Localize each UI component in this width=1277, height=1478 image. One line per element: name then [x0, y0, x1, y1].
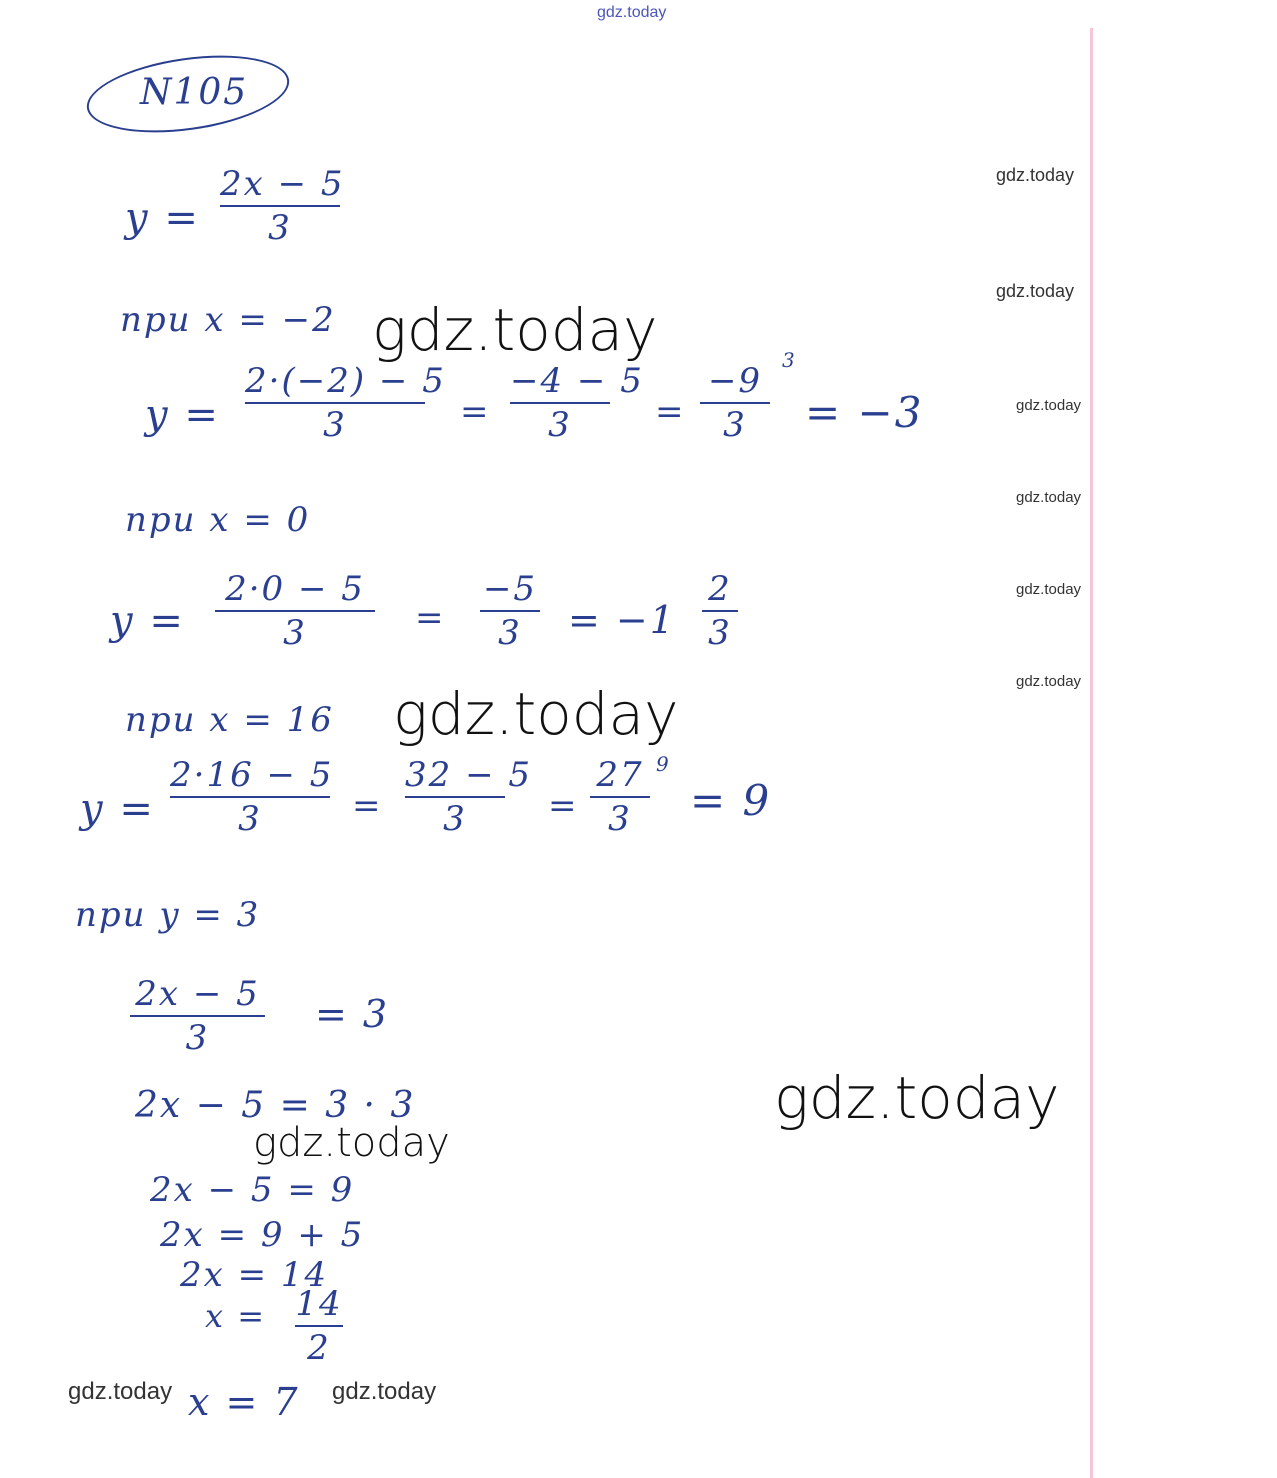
case3-f3-denominator: 3: [608, 799, 632, 839]
case4-eq-denominator: 3: [185, 1018, 210, 1058]
formula-fraction: [220, 164, 345, 248]
fraction-bar: [245, 402, 425, 404]
case4-line5-denominator: 2: [307, 1328, 331, 1368]
case4-line4: 2x = 14: [180, 1255, 329, 1295]
watermark-tiny-4: gdz.today: [1016, 673, 1082, 690]
watermark-big-2: gdz.today: [393, 680, 679, 748]
fraction-bar: [480, 610, 540, 612]
fraction-bar: [700, 402, 770, 404]
case2-f1-denominator: 3: [283, 613, 307, 653]
case2-fraction-2: [480, 570, 540, 652]
problem-number: N105: [140, 72, 249, 113]
case4-eq-rhs: = 3: [315, 992, 390, 1036]
case1-f3-denominator: 3: [723, 405, 747, 445]
formula-numerator: 2x − 5: [220, 164, 345, 204]
case4-eq-numerator: 2x − 5: [135, 974, 260, 1014]
case3-result: = 9: [690, 776, 772, 825]
case1-f1-denominator: 3: [323, 405, 347, 445]
watermark-top: gdz.today: [597, 4, 667, 21]
case3-f1-denominator: 3: [238, 799, 262, 839]
case3-lhs: y =: [80, 786, 155, 832]
case4-line5-numerator: 14: [295, 1284, 343, 1324]
case3-f2-numerator: 32 − 5: [405, 755, 532, 795]
case1-lhs: y =: [145, 392, 220, 438]
case1-f2-denominator: 3: [548, 405, 572, 445]
watermark-small-1: gdz.today: [996, 165, 1075, 185]
case2-lhs: y =: [110, 598, 185, 644]
case1-eq2: =: [655, 392, 686, 432]
case3-fraction-1: [170, 755, 334, 839]
case4-line5-lhs: x =: [205, 1297, 267, 1335]
fraction-bar: [130, 1015, 265, 1017]
case2-fraction-1: [215, 570, 375, 652]
case3-f3-numerator: 27: [596, 755, 644, 795]
watermark-tiny-2: gdz.today: [1016, 489, 1082, 506]
case1-condition: при x = −2: [120, 300, 336, 340]
case4-condition: при y = 3: [75, 895, 261, 935]
case4-line3: 2x = 9 + 5: [160, 1215, 365, 1255]
watermark-big-1: gdz.today: [372, 296, 658, 364]
case4-equation-fraction: [130, 975, 265, 1057]
fraction-bar: [510, 402, 610, 404]
case2-eq1: =: [415, 598, 446, 638]
case4-line5-fraction: [295, 1285, 343, 1367]
watermark-bottom-2: gdz.today: [332, 1378, 437, 1405]
fraction-bar: [405, 796, 505, 798]
case4-line1: 2x − 5 = 3 · 3: [135, 1085, 416, 1126]
case1-eq1: =: [460, 392, 491, 432]
case1-f3-numerator: −9: [707, 361, 763, 401]
watermark-small-2: gdz.today: [996, 281, 1075, 301]
case3-f3-sup: 9: [656, 752, 671, 776]
watermark-tiny-3: gdz.today: [1016, 581, 1082, 598]
fraction-bar: [220, 205, 340, 207]
case1-fraction-3: [700, 362, 770, 444]
fraction-bar: [170, 796, 330, 798]
formula-lhs: y =: [125, 195, 200, 241]
case2-result-prefix: = −1: [568, 598, 676, 642]
fraction-bar: [215, 610, 375, 612]
case4-answer: x = 7: [188, 1380, 300, 1424]
case2-mixed-numerator: 2: [708, 569, 732, 609]
fraction-bar: [590, 796, 650, 798]
formula-denominator: 3: [268, 208, 292, 248]
fraction-bar: [702, 610, 738, 612]
case4-line2: 2x − 5 = 9: [150, 1170, 355, 1210]
case2-f2-numerator: −5: [482, 569, 538, 609]
case2-f1-numerator: 2·0 − 5: [225, 569, 365, 609]
case3-condition: при x = 16: [125, 700, 334, 740]
case3-f1-numerator: 2·16 − 5: [170, 755, 334, 795]
watermark-big-3: gdz.today: [774, 1064, 1060, 1132]
watermark-bottom-1: gdz.today: [68, 1378, 173, 1405]
case2-f2-denominator: 3: [498, 613, 522, 653]
watermark-tiny-1: gdz.today: [1016, 397, 1082, 414]
case3-fraction-2: [405, 755, 532, 839]
case1-f3-sup: 3: [782, 348, 797, 372]
case2-condition: при x = 0: [125, 500, 311, 540]
case3-f2-denominator: 3: [443, 799, 467, 839]
margin-line: [1090, 28, 1093, 1478]
watermark-big-4: gdz.today: [253, 1120, 450, 1166]
case1-f2-numerator: −4 − 5: [510, 361, 644, 401]
case2-mixed-fraction: [702, 570, 738, 652]
case1-fraction-1: [245, 361, 446, 445]
fraction-bar: [295, 1325, 343, 1327]
case1-result: = −3: [805, 388, 924, 437]
case3-fraction-3: [590, 756, 650, 838]
case1-f1-numerator: 2·(−2) − 5: [245, 361, 446, 401]
case3-eq1: =: [352, 786, 383, 826]
case2-mixed-denominator: 3: [708, 613, 732, 653]
case3-eq2: =: [548, 786, 579, 826]
case1-fraction-2: [510, 361, 644, 445]
